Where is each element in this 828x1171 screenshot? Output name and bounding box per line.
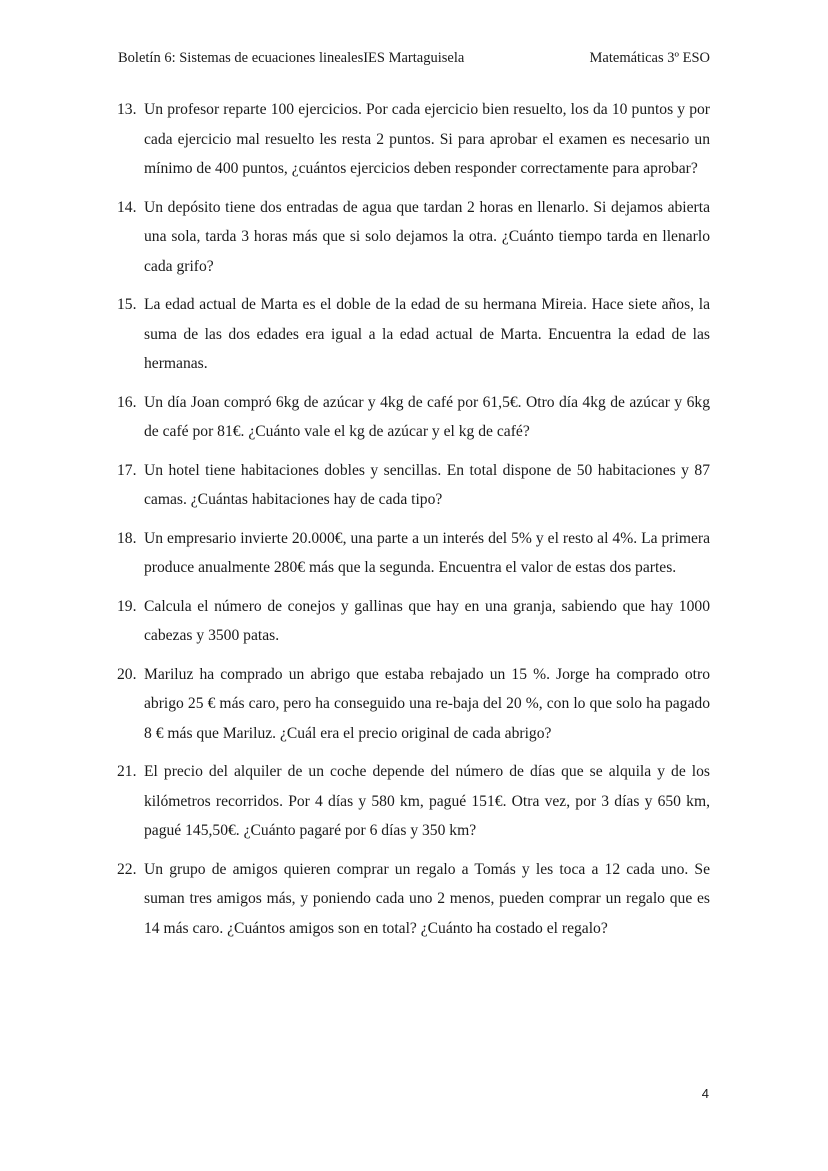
- problem-text: Calcula el número de conejos y gallinas que hay en una granja, sabiendo que hay 1000 cabezas y 3500 patas.: [144, 597, 710, 644]
- problem-item: [118, 855, 710, 944]
- problem-item: [118, 456, 710, 515]
- problem-text: El precio del alquiler de un coche depende del número de días que se alquila y de los kilómetros recorridos. Por 4 días y 580 km, pagué 151€. Otra vez, por 3 días y 650 km, pagué 145,50€. ¿Cuánto pagaré por 6 días y 350 km?: [144, 763, 710, 839]
- problem-item: [118, 388, 710, 447]
- problem-text: Un profesor reparte 100 ejercicios. Por cada ejercicio bien resuelto, los da 10 puntos y por cada ejercicio mal resuelto les resta 2 puntos. Si para aprobar el examen es necesario un mínimo de 400 puntos, ¿cuántos ejercicios deben responder correctamente para aprobar?: [144, 101, 710, 177]
- problem-text: Un hotel tiene habitaciones dobles y sencillas. En total dispone de 50 habitaciones y 87 camas. ¿Cuántas habitaciones hay de cada tipo?: [144, 461, 710, 508]
- page-header: [118, 50, 710, 70]
- problem-number: 13.: [117, 101, 137, 118]
- problem-text: Un empresario invierte 20.000€, una parte a un interés del 5% y el resto al 4%. La primera produce anualmente 280€ más que la segunda. Encuentra el valor de estas dos partes.: [144, 529, 710, 576]
- header-title: Boletín 6: Sistemas de ecuaciones linealesIES Martaguisela: [118, 50, 465, 66]
- page-number: 4: [701, 1086, 709, 1101]
- problem-number: 18.: [117, 529, 137, 547]
- problem-list: [118, 95, 710, 952]
- problem-text: Mariluz ha comprado un abrigo que estaba rebajado un 15 %. Jorge ha comprado otro abrigo 25 € más caro, pero ha conseguido una re-baja del 20 %, con lo que solo ha pagado 8 € más que Mariluz. ¿Cuál era el precio original de cada abrigo?: [144, 665, 710, 742]
- problem-item: [118, 95, 710, 184]
- problem-number: 20.: [117, 665, 137, 683]
- problem-item: [118, 193, 710, 282]
- problem-item: [118, 524, 710, 583]
- problem-text: La edad actual de Marta es el doble de la edad de su hermana Mireia. Hace siete años, la suma de las dos edades era igual a la edad actual de Marta. Encuentra la edad de las hermanas.: [144, 296, 710, 372]
- problem-item: [118, 592, 710, 651]
- problem-number: 19.: [117, 597, 137, 615]
- problem-number: 22.: [117, 860, 137, 878]
- problem-number: 15.: [117, 296, 137, 313]
- problem-item: [118, 757, 710, 846]
- problem-item: [118, 660, 710, 749]
- problem-text: Un día Joan compró 6kg de azúcar y 4kg de café por 61,5€. Otro día 4kg de azúcar y 6kg de café por 81€. ¿Cuánto vale el kg de azúcar y el kg de café?: [144, 393, 710, 440]
- header-subject: Matemáticas 3º ESO: [589, 50, 710, 66]
- problem-number: 16.: [117, 393, 137, 411]
- problem-text: Un grupo de amigos quieren comprar un regalo a Tomás y les toca a 12 cada uno. Se suman tres amigos más, y poniendo cada uno 2 menos, pueden comprar un regalo que es 14 más caro. ¿Cuántos amigos son en total? ¿Cuánto ha costado el regalo?: [144, 860, 710, 937]
- problem-number: 14.: [117, 198, 137, 216]
- problem-text: Un depósito tiene dos entradas de agua que tardan 2 horas en llenarlo. Si dejamos abierta una sola, tarda 3 horas más que si solo dejamos la otra. ¿Cuánto tiempo tarda en llenarlo cada grifo?: [144, 198, 710, 275]
- problem-number: 17.: [117, 461, 137, 479]
- problem-item: [118, 290, 710, 379]
- problem-number: 21.: [117, 763, 137, 780]
